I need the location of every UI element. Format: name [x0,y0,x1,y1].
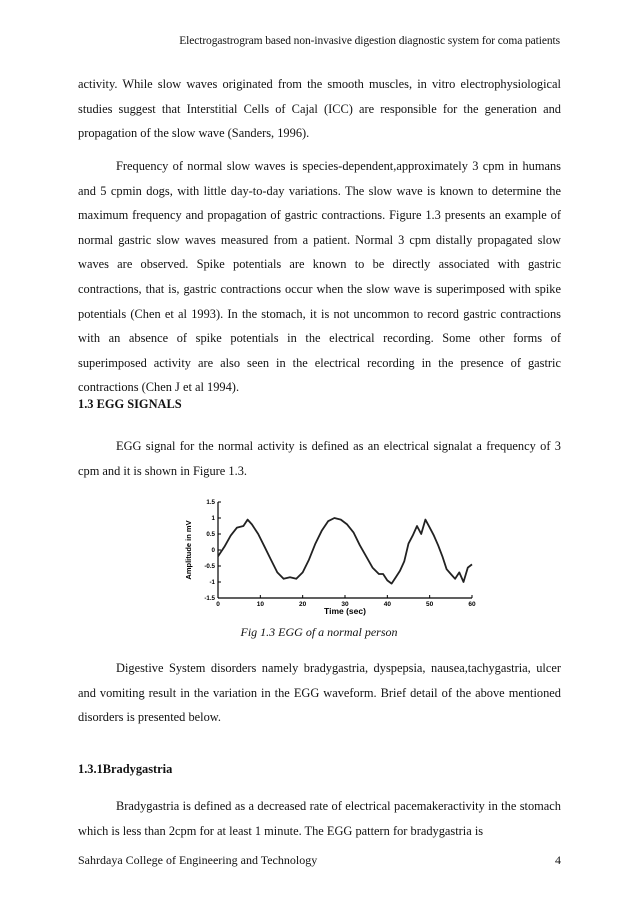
y-tick-label: 1 [211,515,215,523]
paragraph-bradygastria: Bradygastria is defined as a decreased rate of electrical pacemakeractivity in the stomach which is less than 2cpm for at least 1 minute. The EGG pattern for bradygastria is [78,799,561,838]
egg-waveform-chart [178,496,478,620]
x-tick-label: 10 [256,601,264,608]
figure-caption: Fig 1.3 EGG of a normal person [240,625,398,639]
paragraph-slow-wave-origin: activity. While slow waves originated from the smooth muscles, in vitro electrophysiological studies suggest that Interstitial Cells of Cajal (ICC) are responsible for the generation and propagation of the slow wave (Sanders, 1996). [78,77,561,141]
x-axis-label: Time (sec) [324,606,366,616]
footer-institution: Sahrdaya College of Engineering and Technology [78,853,318,867]
y-tick-label: -1.5 [204,595,215,603]
y-tick-label: -0.5 [204,563,215,571]
y-tick-label: 1.5 [206,499,215,507]
x-tick-label: 50 [426,601,434,608]
x-tick-label: 30 [341,601,349,608]
x-tick-label: 60 [468,601,476,608]
x-tick-label: 0 [216,601,220,608]
y-axis-label: Amplitude in mV [184,520,193,580]
running-header: Electrogastrogram based non-invasive digestion diagnostic system for coma patients [179,35,560,47]
y-tick-label: 0 [211,547,215,555]
y-tick-label: -1 [209,579,215,587]
subsection-heading-bradygastria: 1.3.1Bradygastria [78,762,173,776]
y-tick-label: 0.5 [206,531,215,539]
paragraph-egg-signal: EGG signal for the normal activity is defined as an electrical signalat a frequency of 3 cpm and it is shown in Figure 1.3. [78,439,561,478]
section-heading-egg-signals: 1.3 EGG SIGNALS [78,397,182,411]
egg-waveform-line [218,518,472,584]
x-tick-label: 20 [299,601,307,608]
x-tick-label: 40 [383,601,391,608]
paragraph-slow-wave-frequency: Frequency of normal slow waves is species-dependent,approximately 3 cpm in humans and 5 cpmin dogs, with little day-to-day variations. The slow wave is known to determine the maximum frequency and propagation of gastric contractions. Figure 1.3 presents an example of normal gastric slow waves measured from a patient. Normal 3 cpm distally propagated slow waves are observed. Spike potentials are known to be directly associated with gastric contractions, that is, gastric contractions occur when the slow wave is superimposed with spike potentials (Chen et al 1993). In the stomach, it is not uncommon to record gastric contractions with an absence of spike potentials in the electrical recording. Some other forms of superimposed activity are also seen in the electrical recording in the presence of gastric contractions (Chen J et al 1994). [78,159,561,395]
paragraph-digestive-disorders: Digestive System disorders namely bradygastria, dyspepsia, nausea,tachygastria, ulcer and vomiting result in the variation in the EGG waveform. Brief detail of the above mentioned disorders is presented below. [78,661,561,725]
page-number: 4 [555,853,561,867]
page-footer [78,853,561,868]
